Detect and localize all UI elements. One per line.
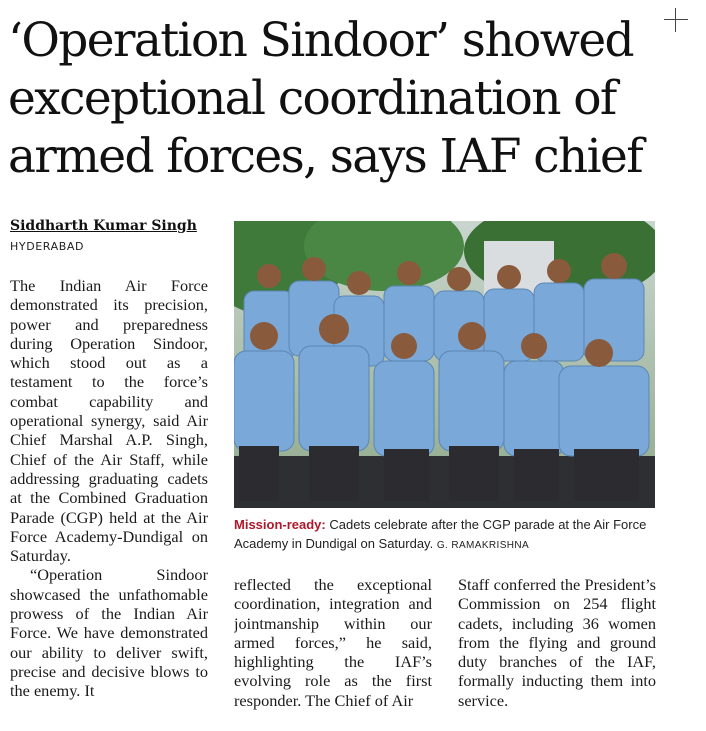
headline: ‘Operation Sindoor’ showed exceptional coordination of armed forces, says IAF chief [8,13,643,184]
caption-text: Cadets celebrate after the CGP parade at the Air Force Academy in Dundigal on Saturday. [234,517,647,551]
registration-mark [664,8,688,32]
article-column-3: Staff conferred the President’s Commission on 254 flight cadets, including 36 women from the flying and ground duty branches of the IAF, formally inducting them into service. [458,575,656,710]
paragraph-2: “Operation Sindoor showcased the unfathomable prowess of the Indian Air Force. We have demonstrated our ability to deliver swift, precise and decisive blows to the enemy. It [10,565,208,701]
photo-caption [234,515,658,555]
news-photo [234,221,655,508]
dateline: HYDERABAD [10,240,85,253]
paragraph-1: The Indian Air Force demonstrated its precision, power and preparedness during Operation Sindoor, which stood out as a testament to the force’s combat capability and operational synergy, said Air Chief Marshal A.P. Singh, Chief of the Air Staff, while addressing graduating cadets at the Combined Graduation Parade (CGP) held at the Air Force Academy-Dundigal on Saturday. [10,276,208,566]
caption-label: Mission-ready: [234,517,326,532]
article-column-2: reflected the exceptional coordination, integration and jointmanship within our armed forces,” he said, highlighting the IAF’s evolving role as the first responder. The Chief of Air [234,575,432,710]
byline[interactable]: Siddharth Kumar Singh [10,218,197,234]
photo-credit: G. RAMAKRISHNA [436,540,530,551]
article-column-1 [10,276,208,716]
